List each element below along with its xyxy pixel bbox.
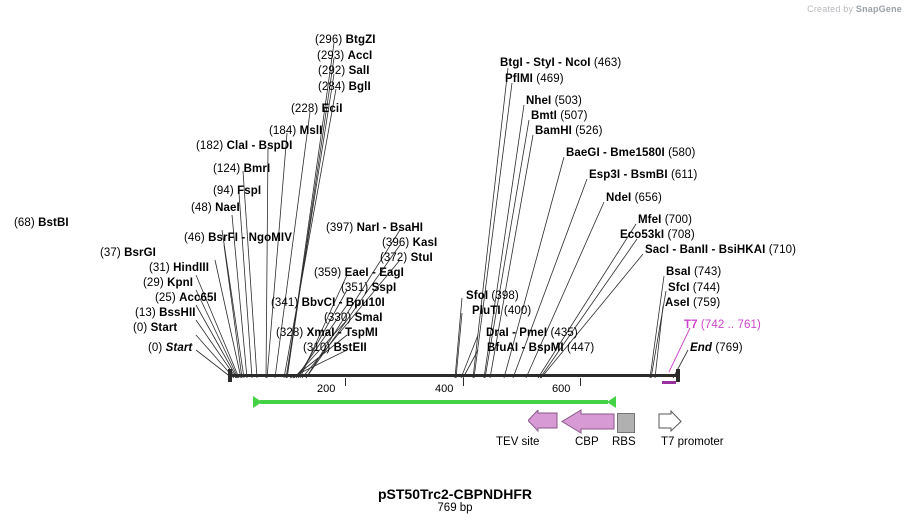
enzyme-pos-ecli: (228) <box>291 103 319 115</box>
enzyme-name-naei: BsrFI - NgoMIV <box>208 232 292 244</box>
enzyme-name-bamhi: BamHI <box>535 125 572 137</box>
enzyme-name-btgzi: BtgZI <box>345 34 376 46</box>
enzyme-name-xmai: XmaI - TspMI <box>306 327 378 339</box>
plasmid-length: 769 bp <box>437 502 473 514</box>
enzyme-label-pflmi[interactable] <box>505 73 564 86</box>
enzyme-name-bmri: BmrI <box>243 163 271 175</box>
tev-site-arrow[interactable] <box>528 410 558 434</box>
enzyme-name-nari: NarI - BsaHI <box>356 222 424 234</box>
axis-label-600: 600 <box>552 383 571 395</box>
enzyme-label-sfci[interactable] <box>668 282 720 295</box>
enzyme-label-stui[interactable] <box>380 252 433 265</box>
enzyme-pos-stui: (372) <box>380 252 408 264</box>
enzyme-label-nhei[interactable] <box>526 95 582 108</box>
end-text: End <box>690 342 713 354</box>
enzyme-name-eco53ki: Eco53kI <box>620 229 665 241</box>
enzyme-name-fspi: FspI <box>237 185 262 197</box>
feature-caption-rbs: RBS <box>612 436 636 448</box>
enzyme-name-bstell: BstEII <box>333 342 367 354</box>
enzyme-pos-pluti: (400) <box>503 305 532 317</box>
enzyme-label-clai[interactable] <box>196 140 292 153</box>
enzyme-label-esp3i[interactable] <box>589 169 697 182</box>
enzyme-label-bsshii[interactable] <box>133 322 177 335</box>
enzyme-pos-smai: (330) <box>324 312 352 324</box>
enzyme-name-sali: SalI <box>348 65 370 77</box>
enzyme-pos-saci: (710) <box>768 244 797 256</box>
enzyme-pos-sali: (292) <box>318 65 346 77</box>
enzyme-name-pluti: PluTI <box>472 305 501 317</box>
enzyme-pos-bamhi: (526) <box>575 125 603 137</box>
enzyme-pos-fspi: (94) <box>213 185 234 197</box>
enzyme-name-kpni: Acc65I <box>179 292 217 304</box>
enzyme-name-stui: StuI <box>410 252 433 264</box>
enzyme-label-drai[interactable] <box>486 327 578 340</box>
enzyme-name-sfoi: SfoI <box>466 290 489 302</box>
enzyme-label-sali[interactable] <box>318 65 370 78</box>
enzyme-label-pluti[interactable] <box>472 305 531 318</box>
enzyme-pos-sfci: (744) <box>692 282 721 294</box>
enzyme-name-clai: ClaI - BspDI <box>226 140 293 152</box>
enzyme-pos-btgi: (463) <box>593 57 622 69</box>
feature-caption-t7-promoter: T7 promoter <box>661 436 724 448</box>
enzyme-pos-bstbi: (48) <box>191 202 212 214</box>
enzyme-label-smai[interactable] <box>324 312 383 325</box>
orf-arrow[interactable] <box>250 395 620 409</box>
enzyme-pos-bbvci: (341) <box>271 297 299 309</box>
enzyme-pos-bsrfi: (37) <box>100 247 121 259</box>
enzyme-label-bstbi[interactable] <box>191 202 240 215</box>
start-text: Start <box>165 342 193 354</box>
enzyme-pos-eaei: (359) <box>314 267 342 279</box>
enzyme-pos-bfuai: (447) <box>566 342 595 354</box>
enzyme-pos-mfei: (700) <box>664 214 693 226</box>
enzyme-label-bmti[interactable] <box>531 110 588 123</box>
enzyme-label-acc65i[interactable] <box>135 307 196 320</box>
enzyme-label-hindiii[interactable] <box>143 277 193 290</box>
enzyme-label-smli[interactable] <box>14 217 69 230</box>
enzyme-pos-sspi: (351) <box>341 282 369 294</box>
enzyme-name-smli: BstBI <box>38 217 69 229</box>
enzyme-label-eco53ki[interactable] <box>620 229 695 242</box>
enzyme-name-esp3i: Esp3I - BsmBI <box>589 169 668 181</box>
enzyme-name-eaei: EaeI - EagI <box>344 267 404 279</box>
enzyme-name-sfci: SfcI <box>668 282 690 294</box>
enzyme-name-asei: AseI <box>665 297 690 309</box>
plasmid-backbone[interactable] <box>228 374 680 377</box>
enzyme-name-bmti: BmtI <box>531 110 557 122</box>
enzyme-pos-naei: (46) <box>184 232 205 244</box>
enzyme-label-bamhi[interactable] <box>535 125 603 138</box>
enzyme-name-bstbi: NaeI <box>215 202 240 214</box>
enzyme-label-btgzi[interactable] <box>315 34 376 47</box>
enzyme-name-kasi: KasI <box>412 237 438 249</box>
enzyme-name-mfei: MfeI <box>638 214 662 226</box>
enzyme-label-xmai[interactable] <box>276 327 378 340</box>
enzyme-name-bfuai: BfuAI - BspMI <box>487 342 564 354</box>
enzyme-pos-esp3i: (611) <box>670 169 698 181</box>
enzyme-pos-drai: (435) <box>550 327 578 339</box>
enzyme-label-mfei[interactable] <box>638 214 692 227</box>
enzyme-name-btgi: BtgI - StyI - NcoI <box>500 57 591 69</box>
enzyme-label-kasi[interactable] <box>382 237 437 250</box>
enzyme-name-ecli: EciI <box>321 103 343 115</box>
enzyme-pos-kpni: (25) <box>155 292 176 304</box>
enzyme-label-bsai[interactable] <box>666 266 721 279</box>
enzyme-label-bsrgi[interactable] <box>149 262 209 275</box>
enzyme-pos-pflmi: (469) <box>536 73 564 85</box>
axis-label-400: 400 <box>435 383 454 395</box>
enzyme-label-bstell[interactable] <box>303 342 367 355</box>
enzyme-pos-kasi: (396) <box>382 237 410 249</box>
enzyme-name-sspi: SspI <box>371 282 397 294</box>
axis-tick-400 <box>463 378 464 386</box>
enzyme-pos-nari: (397) <box>326 222 354 234</box>
enzyme-label-fspi[interactable] <box>213 185 261 198</box>
enzyme-pos-xmai: (328) <box>276 327 304 339</box>
enzyme-label-bsrfi[interactable] <box>100 247 156 260</box>
backbone-right-cap <box>676 369 680 382</box>
axis-label-200: 200 <box>317 383 336 395</box>
enzyme-pos-baegi: (580) <box>668 147 696 159</box>
t7-feature-bar[interactable] <box>662 381 676 384</box>
enzyme-name-nhei: NheI <box>526 95 552 107</box>
enzyme-name-bsrfi: BsrGI <box>124 247 156 259</box>
enzyme-name-smai: SmaI <box>354 312 383 324</box>
enzyme-label-kpni[interactable] <box>155 292 217 305</box>
feature-caption-tev: TEV site <box>496 436 540 448</box>
enzyme-label-bbvci[interactable] <box>271 297 385 310</box>
axis-tick-600 <box>580 378 581 386</box>
start-pos: (0) <box>148 342 163 354</box>
enzyme-pos-bmti: (507) <box>560 110 588 122</box>
enzyme-pos-sfoi: (398) <box>491 290 519 302</box>
cbp-arrow[interactable] <box>561 409 615 435</box>
enzyme-label-sfoi[interactable] <box>466 290 519 303</box>
enzyme-name-bsshii: Start <box>150 322 178 334</box>
rbs-box[interactable] <box>617 413 635 433</box>
enzyme-name-hindiii: KpnI <box>167 277 194 289</box>
enzyme-label-sspi[interactable] <box>341 282 396 295</box>
enzyme-name-pflmi: PflMI <box>505 73 533 85</box>
enzyme-pos-hindiii: (29) <box>143 277 164 289</box>
feature-name-t7: T7 <box>684 319 698 331</box>
label-end[interactable] <box>690 342 743 355</box>
enzyme-label-msli[interactable] <box>269 125 322 138</box>
enzyme-pos-acci: (293) <box>317 50 345 62</box>
enzyme-pos-bgli: (284) <box>318 81 346 93</box>
enzyme-label-naei[interactable] <box>184 232 292 245</box>
enzyme-label-btgi[interactable] <box>500 57 621 70</box>
end-pos: (769) <box>715 342 743 354</box>
enzyme-name-bgli: BglI <box>348 81 371 93</box>
enzyme-pos-bsrgi: (31) <box>149 262 170 274</box>
watermark-brand: SnapGene <box>855 4 902 14</box>
enzyme-label-bgli[interactable] <box>318 81 371 94</box>
enzyme-label-baegi[interactable] <box>566 147 695 160</box>
axis-tick-200 <box>345 378 346 386</box>
enzyme-label-eaei[interactable] <box>314 267 404 280</box>
enzyme-pos-eco53ki: (708) <box>667 229 695 241</box>
label-start[interactable] <box>148 342 192 355</box>
enzyme-name-msli: MslI <box>299 125 323 137</box>
enzyme-pos-bsshii: (0) <box>133 322 148 334</box>
enzyme-pos-bmri: (124) <box>213 163 241 175</box>
enzyme-label-nari[interactable] <box>326 222 423 235</box>
enzyme-label-bmri[interactable] <box>213 163 270 176</box>
enzyme-label-bfuai[interactable] <box>487 342 594 355</box>
enzyme-pos-asei: (759) <box>693 297 721 309</box>
enzyme-name-acc65i: BssHII <box>159 307 196 319</box>
enzyme-name-ndei: NdeI <box>606 192 632 204</box>
enzyme-name-bsrgi: HindIII <box>173 262 209 274</box>
enzyme-pos-nhei: (503) <box>554 95 582 107</box>
enzyme-label-ndei[interactable] <box>606 192 662 205</box>
enzyme-name-baegi: BaeGI - Bme1580I <box>566 147 665 159</box>
enzyme-label-ecli[interactable] <box>291 103 343 116</box>
snapgene-watermark <box>807 4 902 14</box>
enzyme-label-acci[interactable] <box>317 50 372 63</box>
feature-pos-t7: (742 .. 761) <box>700 319 761 331</box>
enzyme-pos-bsai: (743) <box>694 266 722 278</box>
feature-label-t7[interactable] <box>684 319 761 332</box>
enzyme-pos-bstell: (310) <box>303 342 331 354</box>
enzyme-pos-ndei: (656) <box>634 192 662 204</box>
enzyme-name-bbvci: BbvCI - Bpu10I <box>301 297 385 309</box>
enzyme-label-asei[interactable] <box>665 297 720 310</box>
enzyme-name-drai: DraI - PmeI <box>486 327 548 339</box>
enzyme-name-saci: SacI - BanII - BsiHKAI <box>645 244 766 256</box>
enzyme-name-acci: AccI <box>347 50 373 62</box>
enzyme-pos-msli: (184) <box>269 125 297 137</box>
enzyme-label-saci[interactable] <box>645 244 796 257</box>
watermark-prefix: Created by <box>807 4 854 14</box>
backbone-left-cap <box>228 369 232 382</box>
t7-promoter-arrow[interactable] <box>658 410 682 434</box>
enzyme-name-bsai: BsaI <box>666 266 691 278</box>
enzyme-pos-smli: (68) <box>14 217 35 229</box>
enzyme-pos-btgzi: (296) <box>315 34 343 46</box>
enzyme-pos-acc65i: (13) <box>135 307 156 319</box>
feature-caption-cbp: CBP <box>575 436 599 448</box>
plasmid-title: pST50Trc2-CBPNDHFR <box>377 486 533 502</box>
enzyme-pos-clai: (182) <box>196 140 224 152</box>
